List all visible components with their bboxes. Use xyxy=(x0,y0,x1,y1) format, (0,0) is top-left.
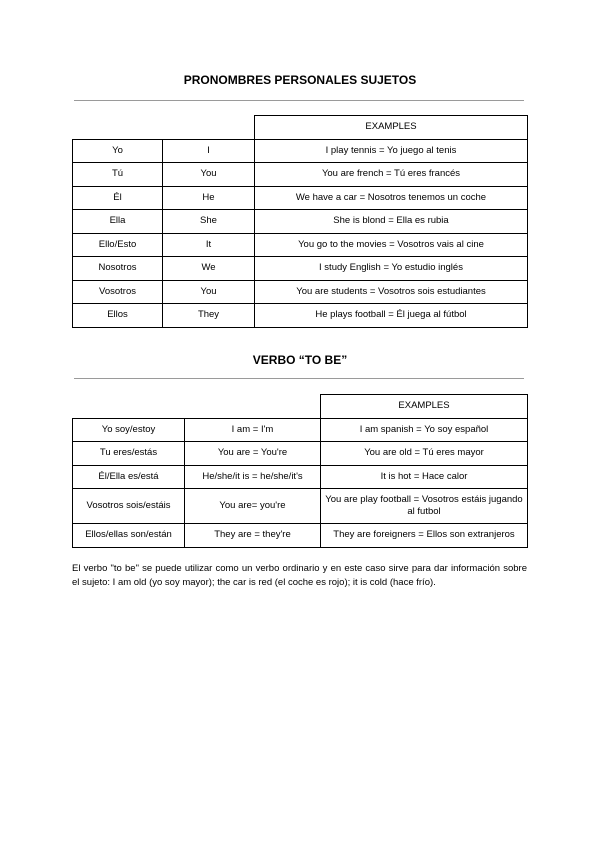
example-sentence: We have a car = Nosotros tenemos un coche xyxy=(255,186,528,210)
english-form: I am = I'm xyxy=(185,418,321,442)
example-sentence: He plays football = Él juega al fútbol xyxy=(255,304,528,328)
spanish-pronoun: Ellos xyxy=(73,304,163,328)
english-pronoun: It xyxy=(163,233,255,257)
example-sentence: You are play football = Vosotros estáis jugando al futbol xyxy=(321,489,528,524)
english-form: They are = they're xyxy=(185,524,321,548)
spanish-form: Vosotros sois/estáis xyxy=(73,489,185,524)
example-sentence: It is hot = Hace calor xyxy=(321,465,528,489)
personal-pronouns-table xyxy=(72,115,528,328)
example-sentence: You are french = Tú eres francés xyxy=(255,163,528,187)
table-row xyxy=(73,139,528,163)
table-header-row xyxy=(73,395,528,419)
header-blank-cell xyxy=(185,395,321,419)
english-form: He/she/it is = he/she/it's xyxy=(185,465,321,489)
examples-header: EXAMPLES xyxy=(255,116,528,140)
example-sentence: She is blond = Ella es rubia xyxy=(255,210,528,234)
example-sentence: You are old = Tú eres mayor xyxy=(321,442,528,466)
spanish-form: Tu eres/estás xyxy=(73,442,185,466)
header-blank-cell xyxy=(163,116,255,140)
english-pronoun: They xyxy=(163,304,255,328)
table-row xyxy=(73,489,528,524)
english-pronoun: You xyxy=(163,163,255,187)
table-row xyxy=(73,257,528,281)
spanish-form: Ellos/ellas son/están xyxy=(73,524,185,548)
table-row xyxy=(73,524,528,548)
english-form: You are = You're xyxy=(185,442,321,466)
english-pronoun: We xyxy=(163,257,255,281)
english-pronoun: He xyxy=(163,186,255,210)
table-row xyxy=(73,210,528,234)
spanish-pronoun: Nosotros xyxy=(73,257,163,281)
table-row xyxy=(73,465,528,489)
english-form: You are= you're xyxy=(185,489,321,524)
to-be-table xyxy=(72,394,528,548)
spanish-form: Yo soy/estoy xyxy=(73,418,185,442)
header-blank-cell xyxy=(73,395,185,419)
spanish-pronoun: Tú xyxy=(73,163,163,187)
english-pronoun: She xyxy=(163,210,255,234)
table-row xyxy=(73,233,528,257)
header-blank-cell xyxy=(73,116,163,140)
section2-title: VERBO “TO BE” xyxy=(252,353,348,367)
section1-title: PRONOMBRES PERSONALES SUJETOS xyxy=(183,73,417,87)
table-row xyxy=(73,186,528,210)
example-sentence: I study English = Yo estudio inglés xyxy=(255,257,528,281)
spanish-pronoun: Ello/Esto xyxy=(73,233,163,257)
table-row xyxy=(73,280,528,304)
spanish-pronoun: Él xyxy=(73,186,163,210)
table-row xyxy=(73,418,528,442)
table-row xyxy=(73,163,528,187)
example-sentence: You go to the movies = Vosotros vais al cine xyxy=(255,233,528,257)
english-pronoun: I xyxy=(163,139,255,163)
examples-header: EXAMPLES xyxy=(321,395,528,419)
to-be-note: El verbo "to be" se puede utilizar como un verbo ordinario y en este caso sirve para dar información sobre el sujeto: I am old (yo soy mayor); the car is red (el coche es rojo); it is cold (hace frío). xyxy=(72,563,527,588)
spanish-pronoun: Yo xyxy=(73,139,163,163)
table-header-row xyxy=(73,116,528,140)
section1-divider xyxy=(74,100,524,101)
section2-divider xyxy=(74,378,524,379)
spanish-pronoun: Vosotros xyxy=(73,280,163,304)
spanish-pronoun: Ella xyxy=(73,210,163,234)
example-sentence: I am spanish = Yo soy español xyxy=(321,418,528,442)
example-sentence: They are foreigners = Ellos son extranjeros xyxy=(321,524,528,548)
table-row xyxy=(73,442,528,466)
example-sentence: I play tennis = Yo juego al tenis xyxy=(255,139,528,163)
example-sentence: You are students = Vosotros sois estudiantes xyxy=(255,280,528,304)
english-pronoun: You xyxy=(163,280,255,304)
table-row xyxy=(73,304,528,328)
spanish-form: Él/Ella es/está xyxy=(73,465,185,489)
